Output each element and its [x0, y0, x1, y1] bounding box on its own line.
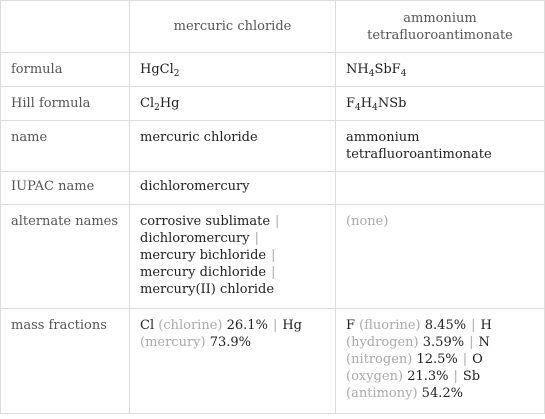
mass-fractions-label: mass fractions	[1, 309, 130, 414]
element-symbol: H	[480, 318, 492, 333]
mass-fraction-value: 26.1%	[226, 318, 268, 333]
mass-fraction-value: 12.5%	[416, 352, 458, 367]
formula-ammonium	[336, 53, 545, 87]
element-name: (oxygen)	[346, 369, 404, 384]
element-symbol: N	[478, 335, 490, 350]
mass-fraction-value: 8.45%	[424, 318, 467, 333]
formula-subscript: 2	[173, 69, 180, 79]
formula-row	[1, 53, 545, 87]
name-row	[1, 121, 545, 172]
formula-part: F	[346, 96, 356, 111]
formula-part: NH	[346, 62, 369, 77]
formula-subscript: 4	[400, 69, 407, 79]
iupac-name-row	[1, 172, 545, 205]
separator: |	[254, 231, 259, 246]
alternate-name: mercury bichloride	[140, 248, 267, 263]
iupac-name-ammonium	[336, 172, 545, 205]
separator: |	[471, 318, 476, 333]
formula-part: H	[360, 96, 373, 111]
formula-subscript: 4	[368, 69, 375, 79]
separator: |	[275, 214, 280, 229]
formula-subscript: 4	[372, 103, 378, 113]
alternate-name: mercury dichloride	[140, 265, 267, 280]
element-symbol: Hg	[282, 318, 302, 333]
iupac-name-label: IUPAC name	[1, 172, 130, 205]
alternate-name: corrosive sublimate	[140, 214, 271, 229]
element-name: (hydrogen)	[346, 335, 419, 350]
element-symbol: Cl	[140, 318, 155, 333]
alternate-name: dichloromercury	[140, 231, 250, 246]
separator: |	[462, 352, 468, 367]
hill-formula-ammonium	[336, 87, 545, 121]
hill-formula-row	[1, 87, 545, 121]
formula-mercuric-chloride	[130, 53, 336, 87]
mass-fractions-row	[1, 309, 545, 414]
hill-formula-label: Hill formula	[1, 87, 130, 121]
element-name: (antimony)	[346, 386, 418, 401]
mass-fraction-value: 3.59%	[422, 335, 465, 350]
formula-part: Cl	[140, 96, 155, 111]
element-name: (mercury)	[140, 335, 206, 350]
mass-fractions-ammonium	[336, 309, 545, 414]
element-symbol: Sb	[462, 369, 481, 384]
formula-subscript: 2	[154, 103, 160, 113]
element-symbol: O	[472, 352, 483, 367]
separator: |	[271, 248, 276, 263]
separator: |	[453, 369, 458, 384]
formula-part: NSb	[377, 96, 407, 111]
mass-fraction-value: 73.9%	[209, 335, 252, 350]
mass-fraction-value: 21.3%	[407, 369, 449, 384]
separator: |	[271, 265, 276, 280]
hill-formula-mercuric-chloride	[130, 87, 336, 121]
name-mercuric-chloride: mercuric chloride	[130, 121, 336, 172]
name-ammonium: ammonium tetrafluoroantimonate	[336, 121, 545, 172]
separator: |	[272, 318, 278, 333]
formula-label: formula	[1, 53, 130, 87]
header-empty-cell	[1, 1, 130, 53]
element-name: (nitrogen)	[346, 352, 413, 367]
header-ammonium-tetrafluoroantimonate: ammonium tetrafluoroantimonate	[336, 1, 545, 53]
alternate-names-mercuric-chloride	[130, 205, 336, 309]
alternate-names-ammonium: (none)	[336, 205, 545, 309]
formula-part: Hg	[159, 96, 180, 111]
formula-subscript: 4	[355, 103, 361, 113]
alternate-name: mercury(II) chloride	[140, 282, 275, 297]
name-label: name	[1, 121, 130, 172]
header-mercuric-chloride: mercuric chloride	[130, 1, 336, 53]
element-name: (fluorine)	[359, 318, 421, 333]
alternate-names-label: alternate names	[1, 205, 130, 309]
formula-part: SbF	[374, 62, 401, 77]
formula-part: HgCl	[140, 62, 174, 77]
element-symbol: F	[346, 318, 356, 333]
mass-fraction-value: 54.2%	[421, 386, 463, 401]
separator: |	[469, 335, 474, 350]
header-row	[1, 1, 545, 53]
mass-fractions-mercuric-chloride	[130, 309, 336, 414]
element-name: (chlorine)	[158, 318, 223, 333]
alternate-names-row	[1, 205, 545, 309]
iupac-name-mercuric-chloride: dichloromercury	[130, 172, 336, 205]
